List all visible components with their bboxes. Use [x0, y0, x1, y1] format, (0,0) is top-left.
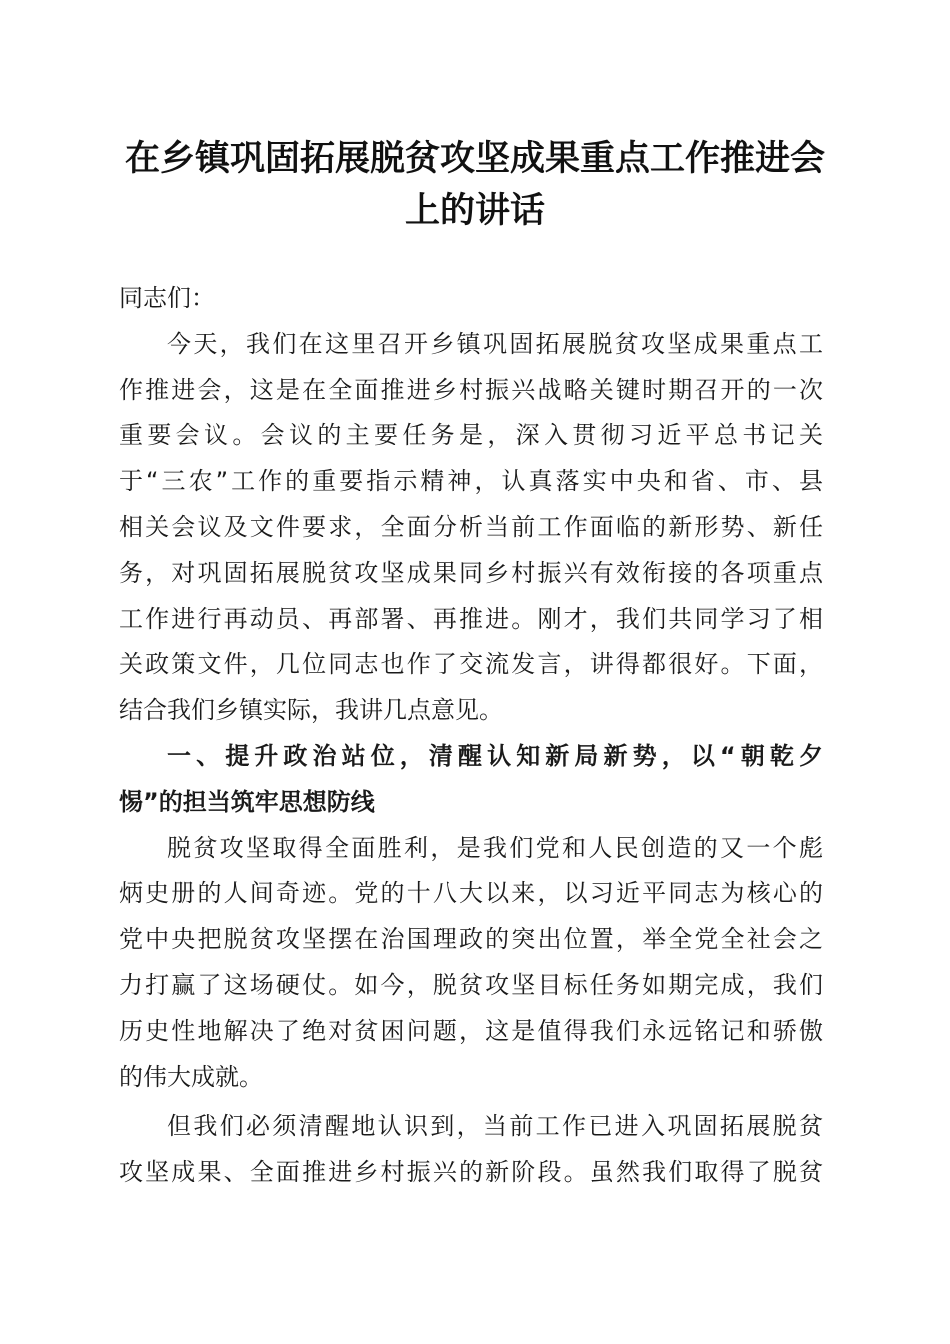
intro-line: 作推进会，这是在全面推进乡村振兴战略关键时期召开的一次 [119, 375, 823, 404]
title-line: 上的讲话 [404, 190, 545, 231]
document-title [110, 133, 840, 237]
intro-line: 今天，我们在这里召开乡镇巩固拓展脱贫攻坚成果重点工 [167, 329, 823, 358]
document-body [119, 276, 823, 1196]
title-line: 在乡镇巩固拓展脱贫攻坚成果重点工作推进会 [124, 138, 825, 179]
section-heading-line: 惕”的担当筑牢思想防线 [119, 787, 375, 816]
salutation: 同志们： [119, 284, 215, 312]
section-heading-line: 一、提升政治站位，清醒认知新局新势，以“朝乾夕 [167, 741, 823, 770]
paragraph-line: 党中央把脱贫攻坚摆在治国理政的突出位置，举全党全社会之 [119, 925, 823, 954]
intro-line: 重要会议。会议的主要任务是，深入贯彻习近平总书记关 [119, 421, 823, 450]
paragraph-line: 力打赢了这场硬仗。如今，脱贫攻坚目标任务如期完成，我们 [119, 970, 823, 999]
paragraph-line: 炳史册的人间奇迹。党的十八大以来，以习近平同志为核心的 [119, 879, 823, 908]
paragraph-line: 的伟大成就。 [119, 1062, 263, 1091]
paragraph-line: 攻坚成果、全面推进乡村振兴的新阶段。虽然我们取得了脱贫 [119, 1158, 823, 1187]
intro-line: 关政策文件，几位同志也作了交流发言，讲得都很好。下面， [119, 650, 823, 679]
intro-line: 务，对巩固拓展脱贫攻坚成果同乡村振兴有效衔接的各项重点 [119, 558, 823, 587]
paragraph-line: 历史性地解决了绝对贫困问题，这是值得我们永远铭记和骄傲 [119, 1016, 823, 1045]
intro-line: 于“三农”工作的重要指示精神，认真落实中央和省、市、县 [119, 467, 823, 496]
intro-line: 相关会议及文件要求，全面分析当前工作面临的新形势、新任 [119, 512, 823, 541]
intro-line: 结合我们乡镇实际，我讲几点意见。 [119, 696, 503, 725]
paragraph-line: 脱贫攻坚取得全面胜利，是我们党和人民创造的又一个彪 [167, 833, 823, 862]
paragraph-line: 但我们必须清醒地认识到，当前工作已进入巩固拓展脱贫 [167, 1112, 823, 1141]
intro-line: 工作进行再动员、再部署、再推进。刚才，我们共同学习了相 [119, 604, 823, 633]
